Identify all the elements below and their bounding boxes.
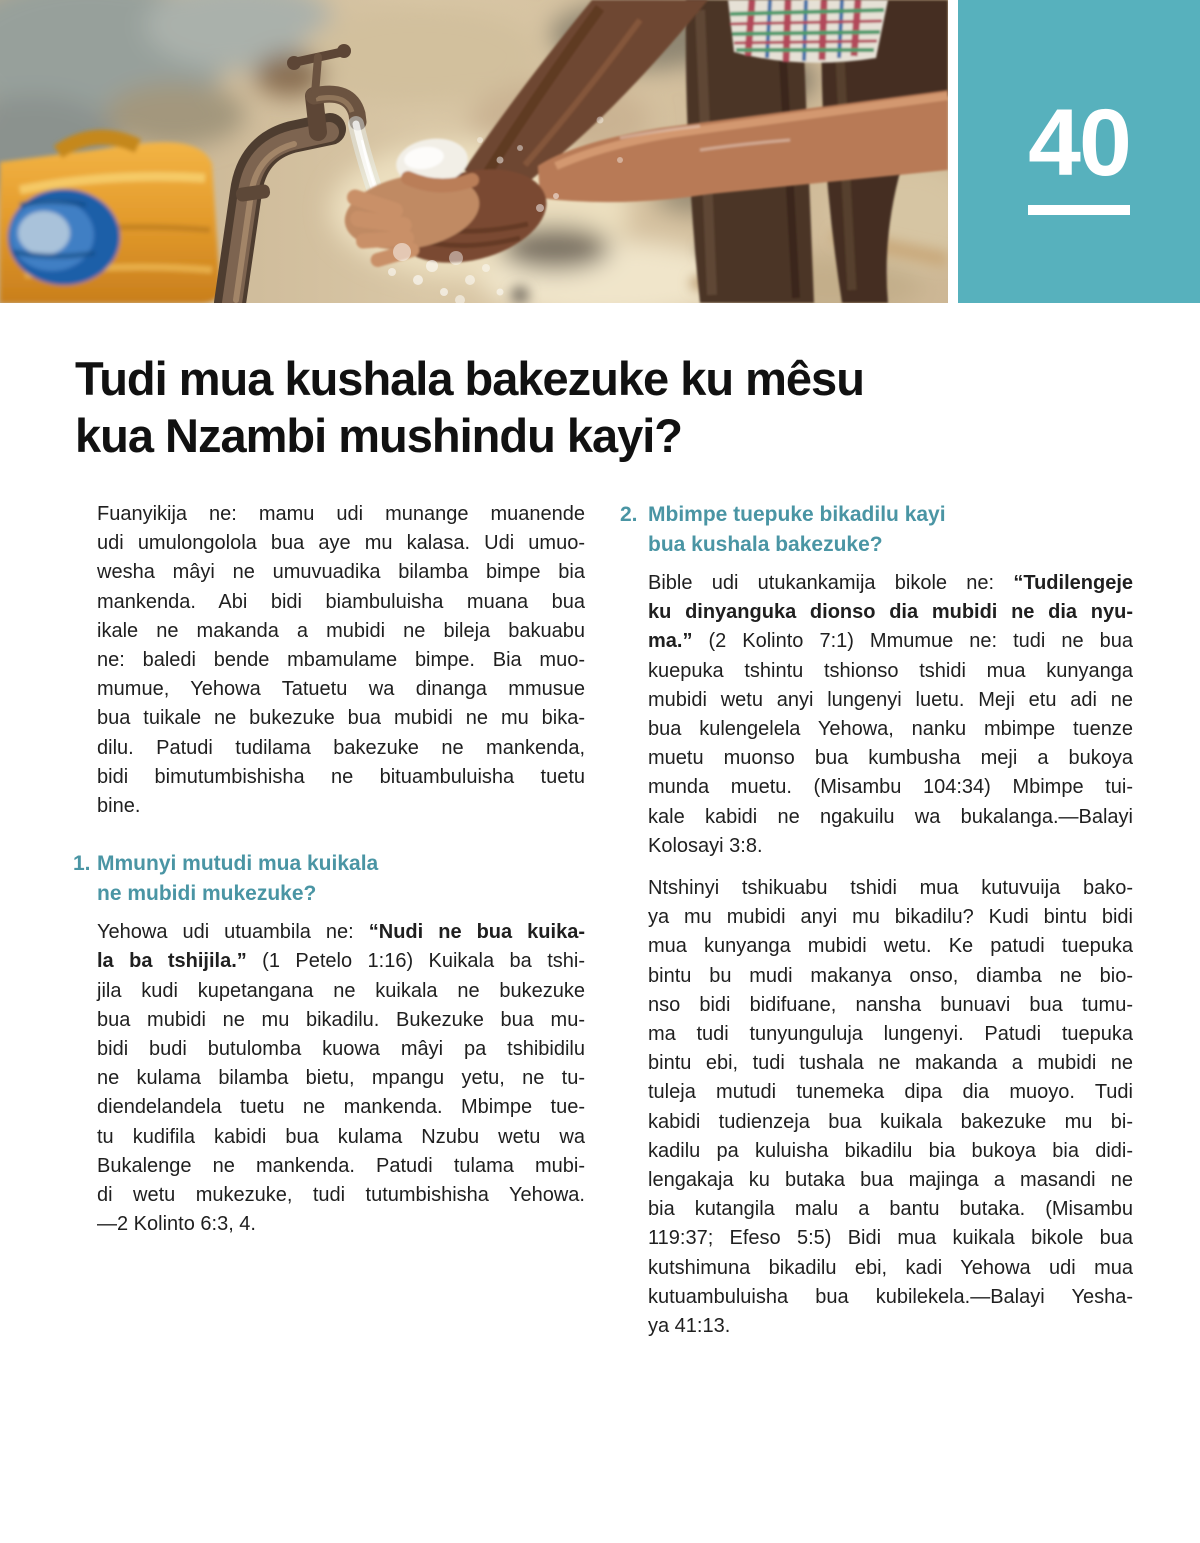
question-2-number: 2. [620, 503, 638, 526]
question-2-paragraph-1: Bible udi utukankamija bikole ne: “Tudilengeje ku dinyanguka dionso dia mubidi ne dia nyu- ma.” (2 Kolinto 7:1) Mmumue ne: tudi ne bua kuepuka tshintu tshionso tshidi mua kunyanga mubidi wetu anyi lungenyi luetu. Meji etu adi ne bua kulengelela Yehowa, nanku mbimpe tuenze muetu muonso bua kumbusha meji a bukoya munda muetu. (Misambu 104:34) Mbimpe tui- kale kabidi ne ngakuilu wa bukalanga.—Balayi Kolosayi 3:8. [648, 572, 1133, 857]
question-2-heading [620, 500, 1133, 559]
handwashing-photo-illustration [0, 0, 948, 303]
column-left [73, 500, 585, 1239]
photo-jerrycan [0, 137, 220, 303]
question-1-paragraph-1: Yehowa udi utuambila ne: “Nudi ne bua kuika- la ba tshijila.” (1 Petelo 1:16) Kuikala ba tshi- jila kudi kupetangana ne kuikala ne bukezuke bua mubidi ne mu bikadilu. Bukezuke bua mu- bidi budi butulomba kuowa mâyi pa tshibidilu ne kulama bilamba bietu, mpangu yetu, ne tu- diendelandela tuetu ne mankenda. Mbimpe tue- tu kudifila kabidi bua kulama Nzubu wetu wa Bukalenge ne mankenda. Patudi tulama mubi- di wetu mukezuke, tudi tutumbishisha Yehowa. —2 Kolinto 6:3, 4. [97, 921, 585, 1236]
question-1-heading [73, 849, 585, 908]
question-2-heading-text: Mbimpe tuepuke bikadilu kayi bua kushala bakezuke? [648, 503, 946, 556]
question-1-heading-text: Mmunyi mutudi mua kuikala ne mubidi mukezuke? [97, 852, 379, 905]
page-title-line-2: kua Nzambi mushindu kayi? [75, 409, 683, 462]
lesson-number-underline [1028, 205, 1130, 215]
column-right [620, 500, 1133, 1341]
page-title [75, 350, 1135, 464]
intro-paragraph: Fuanyikija ne: mamu udi munange muanende udi umulongolola bua aye mu kalasa. Udi umuo- wesha mâyi ne umuvuadika bilamba bimpe bia mankenda. Abi bidi biambuluisha muana bua ikale ne makanda a mubidi ne bileja bakuabu ne: baledi bende mbamulame bimpe. Bia muo- mumue, Yehowa Tatuetu wa dinanga mmusue bua tuikale ne bukezuke bua mubidi ne mu bika- dilu. Patudi tudilama bakezuke ne mankenda, bidi bimutumbishisha ne bituambuluisha tuetu bine. [97, 503, 585, 818]
lesson-number: 40 [1028, 90, 1130, 196]
lesson-photo [0, 0, 948, 303]
photo-plaid-shirt [728, 0, 888, 63]
question-1-number: 1. [73, 852, 91, 876]
page-title-line-1: Tudi mua kushala bakezuke ku mêsu [75, 352, 864, 405]
question-2-paragraph-2: Ntshinyi tshikuabu tshidi mua kutuvuija bako- ya mu mubidi anyi mu bikadilu? Kudi bintu bidi mua kunyanga mubidi wetu. Ke patudi tuepuka bintu bu mudi makanya onso, diamba ne bio- nso bidi bidifuane, nansha bunuavi bua tumu- ma tudi tunyunguluja lungenyi. Patudi tuepuka bintu ebi, tudi tushala ne makanda a mubidi ne tuleja mutudi tunemeka dipa dia muoyo. Tudi kabidi tudienzeja bua kuikala bakezuke mu bi- kadilu pa kuluisha bikadilu bia bukoya bia didi- lengakaja ku butaka bua majinga a masandi ne bia kutangila malu a bantu butaka. (Misambu 119:37; Efeso 5:5) Bidi mua kuikala bikole bua kutshimuna bikadilu ebi, kadi Yehowa udi mua kutuambuluisha bua kubilekela.—Balayi Yesha- ya 41:13. [648, 877, 1133, 1338]
lesson-number-badge [958, 0, 1200, 303]
